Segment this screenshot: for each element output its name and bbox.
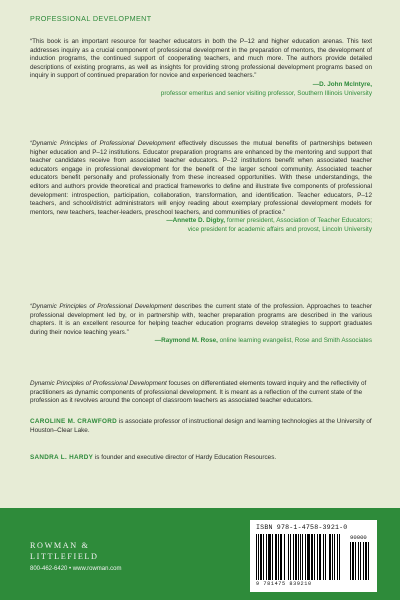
barcode-bars <box>256 534 346 580</box>
barcode-bar <box>339 534 340 580</box>
book-description <box>30 380 372 406</box>
author-bio-text: is associate professor of instructional design and learning technologies at the University of Houston–Clear Lake. <box>30 418 372 434</box>
author-name: SANDRA L. HARDY <box>30 454 94 461</box>
endorsement-3-body: describes the current state of the profession. Approaches to teacher professional development led by, or in partnership with, teacher preparation programs are described in the various chapters. It is an excellent resource for helping teacher education programs develop strategies to support graduates during their novice teaching years.” <box>30 303 372 336</box>
endorser-role: former president, Association of Teacher Educators; <box>226 217 372 225</box>
barcode-supplement-code: 90000 <box>350 534 367 541</box>
isbn-label: ISBN 978-1-4758-3921-0 <box>256 524 348 531</box>
author-bio-text: is founder and executive director of Hardy Education Resources. <box>93 454 277 461</box>
endorsement-3-attribution <box>30 337 372 346</box>
endorser-name: —D. John McIntyre, <box>312 80 372 88</box>
barcode-panel <box>250 520 377 592</box>
author-name: CAROLINE M. CRAWFORD <box>30 418 118 425</box>
publisher-name-line-1: ROWMAN & <box>30 541 90 550</box>
endorsement-3-text <box>30 303 372 337</box>
endorsement-3 <box>30 303 372 346</box>
endorser-name: —Annette D. Digby, <box>166 217 226 225</box>
endorsement-2-text <box>30 140 372 217</box>
endorser-role: vice president for academic affairs and provost, Lincoln University <box>187 225 372 233</box>
publisher-name-line-2: LITTLEFIELD <box>30 552 99 561</box>
barcode-digits: 9 781475 839210 <box>256 581 312 587</box>
barcode-supplement-bars <box>350 542 372 580</box>
endorser-role: online learning evangelist, Rose and Smith Associates <box>219 337 372 345</box>
book-title-ref: “Dynamic Principles of Professional Development <box>30 303 173 310</box>
publisher-contact: 800-462-6420 • www.rowman.com <box>30 566 122 572</box>
publisher-logo <box>30 540 121 572</box>
endorsement-2 <box>30 140 372 235</box>
category-label: PROFESSIONAL DEVELOPMENT <box>30 14 152 23</box>
book-title-ref: Dynamic Principles of Professional Development <box>30 380 167 387</box>
endorser-role: professor emeritus and senior visiting professor, Southern Illinois University <box>160 89 372 97</box>
endorsement-1-text: “This book is an important resource for teacher educators in both the P–12 and higher education arenas. This text addresses inquiry as a crucial component of professional development in the preparation of mentors, the development of induction programs, the continued support of cooperating teachers, and much more. The authors provide detailed descriptions of existing programs, as well as insights for providing strong professional development programs based on inquiry in support of continued preparation for novice and experienced teachers.” <box>30 38 372 80</box>
book-description-body: focuses on differentiated elements toward inquiry and the reflectivity of practitioners as dynamic components of professional development. It is meant as a reflection of the current state of the profession as it revolves around the concept of classroom teachers as associated teacher educators. <box>30 380 367 405</box>
endorsement-2-attribution <box>30 217 372 234</box>
author-bio-1 <box>30 418 372 435</box>
book-title-ref: “Dynamic Principles of Professional Development <box>30 140 176 147</box>
author-bio-2 <box>30 454 372 463</box>
endorser-name: —Raymond M. Rose, <box>154 337 218 345</box>
barcode-bar <box>368 542 369 580</box>
endorsement-1-attribution <box>30 81 372 98</box>
endorsement-2-body: effectively discusses the mutual benefits of partnerships between higher education and P–12 institutions. Educator preparation programs are enhanced by the mentoring and support that teacher candidates receive from associated teacher educators. P–12 institutions benefit when associated teacher educators engage in professional development for the benefit of the larger school community. Associated teacher educators benefit personally and professionally from these increased opportunities. With these understandings, the editors and authors provide theoretical and practical frameworks to define and illustrate five components of professional development: introspection, participation, collaboration, transformation, and identification. Teacher educators, P–12 teachers, and school/district administrators will enjoy reading about exemplary professional development models for mentors, new teachers, teacher-leaders, preschool teachers, and communities of practice.” <box>30 140 372 216</box>
endorsement-1 <box>30 38 372 98</box>
